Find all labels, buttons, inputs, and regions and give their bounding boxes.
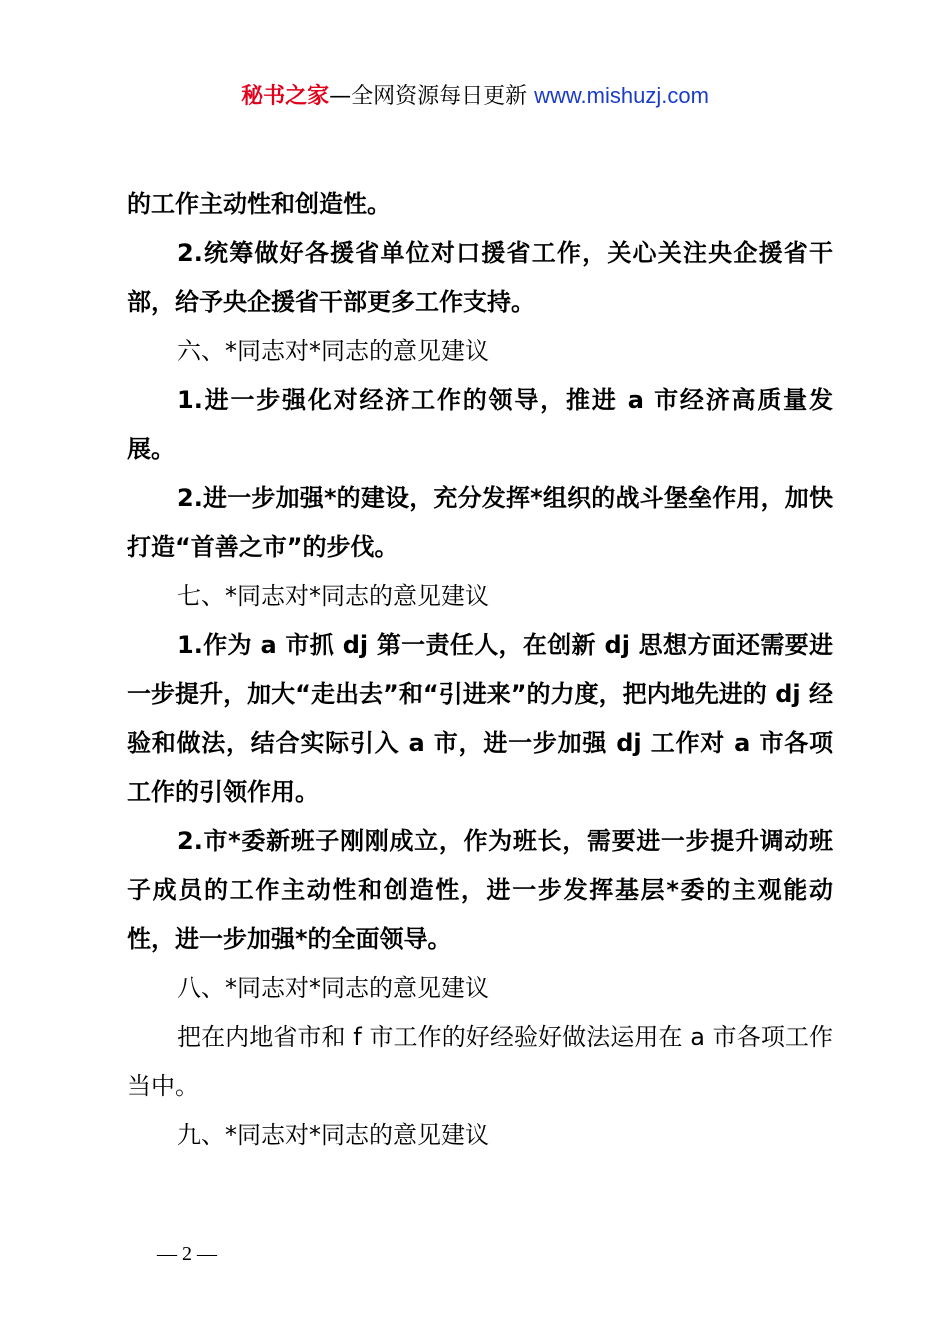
site-url-link[interactable]: www.mishuzj.com	[534, 83, 709, 108]
brand-name: 秘书之家	[241, 84, 330, 109]
section-heading: 八、*同志对*同志的意见建议	[177, 974, 489, 1002]
document-body	[127, 180, 833, 1160]
site-header	[0, 80, 950, 113]
page-number: — 2 —	[157, 1243, 217, 1265]
section-heading: 六、*同志对*同志的意见建议	[177, 337, 489, 365]
paragraph-item: 1.作为 a 市抓 dj 第一责任人，在创新 dj 思想方面还需要进一步提升，加大“走出去”和“引进来”的力度，把内地先进的 dj 经验和做法，结合实际引入 a 市，进一步加强 dj 工作对 a 市各项工作的引领作用。	[127, 631, 833, 806]
section-heading: 七、*同志对*同志的意见建议	[177, 582, 489, 610]
section-heading: 九、*同志对*同志的意见建议	[177, 1121, 489, 1149]
paragraph-item: 1.进一步强化对经济工作的领导，推进 a 市经济高质量发展。	[127, 386, 833, 463]
paragraph-item: 2.统筹做好各援省单位对口援省工作，关心关注央企援省干部，给予央企援省干部更多工作支持。	[127, 239, 833, 316]
paragraph-item: 把在内地省市和 f 市工作的好经验好做法运用在 a 市各项工作当中。	[127, 1023, 833, 1100]
header-tagline: —全网资源每日更新	[329, 84, 528, 109]
paragraph-item: 2.进一步加强*的建设，充分发挥*组织的战斗堡垒作用，加快打造“首善之市”的步伐。	[127, 484, 833, 561]
paragraph-continuation: 的工作主动性和创造性。	[127, 190, 391, 218]
paragraph-item: 2.市*委新班子刚刚成立，作为班长，需要进一步提升调动班子成员的工作主动性和创造性，进一步发挥基层*委的主观能动性，进一步加强*的全面领导。	[127, 827, 833, 953]
